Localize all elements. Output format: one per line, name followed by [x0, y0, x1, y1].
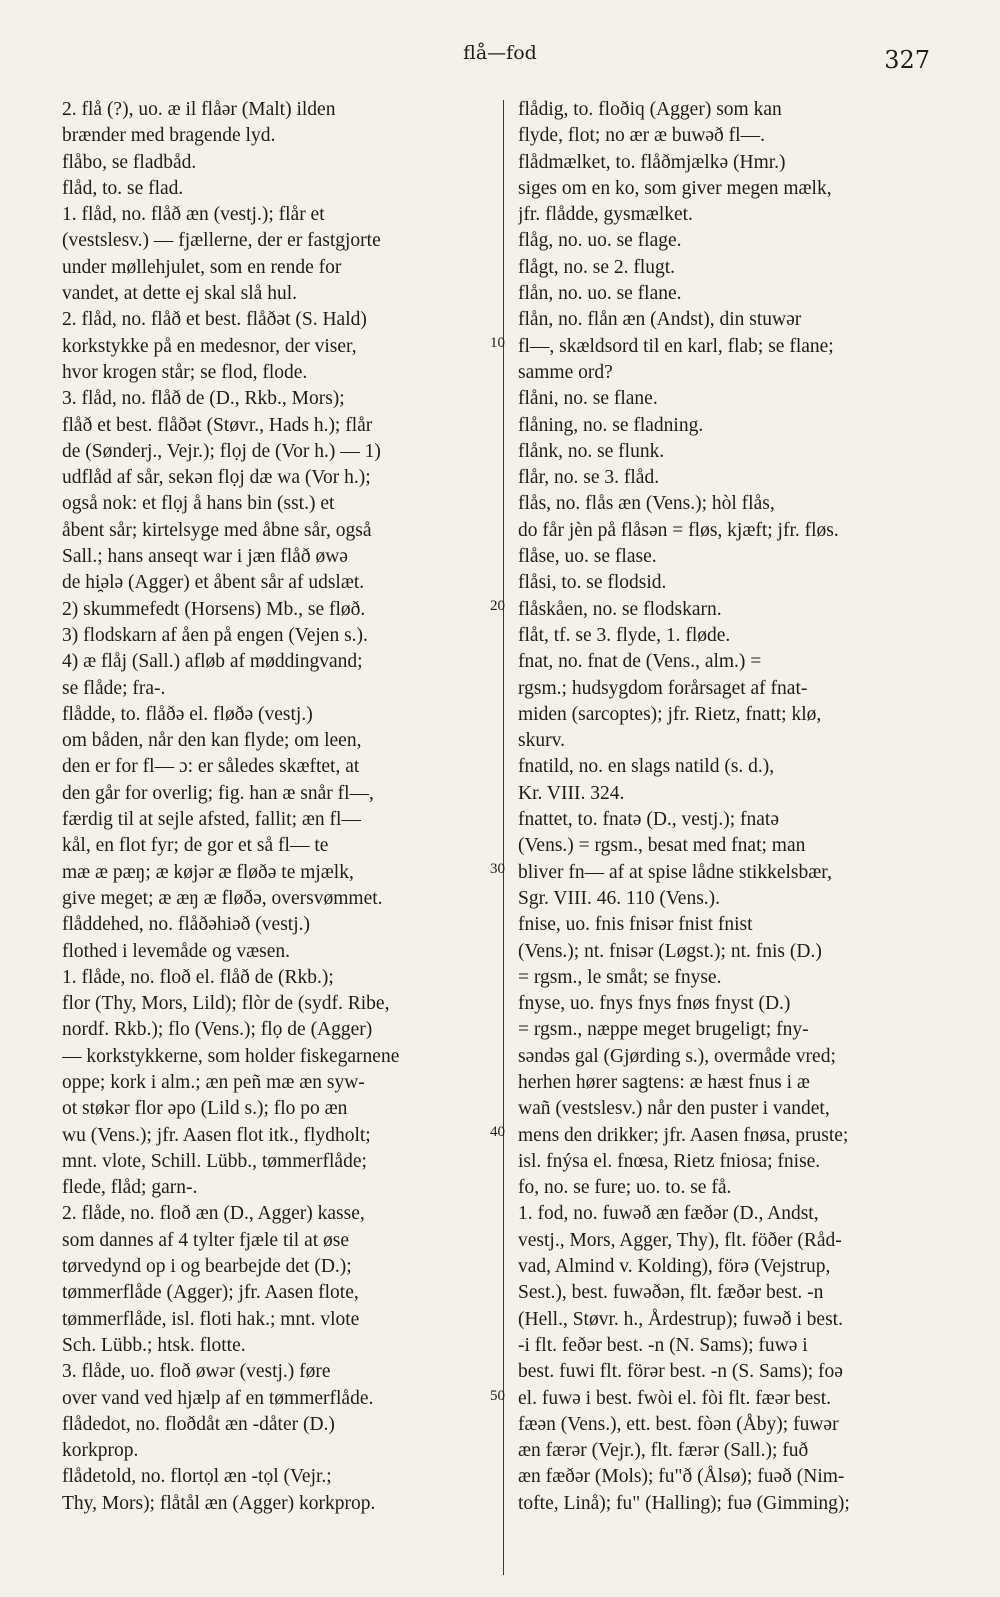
- text-line: Sgr. VIII. 46. 110 (Vens.).: [518, 887, 721, 909]
- text-line: isl. fnýsa el. fnœsa, Rietz fniosa; fnise.: [518, 1150, 821, 1172]
- text-line: flån, no. flån æn (Andst), din stuwər: [518, 309, 802, 331]
- text-line: flyde, flot; no ær æ buwəð fl—.: [518, 125, 765, 147]
- text-line: flothed i levemåde og væsen.: [62, 940, 290, 962]
- text-line: flånk, no. se flunk.: [518, 440, 665, 462]
- text-line: flåd, to. se flad.: [62, 177, 184, 199]
- text-line: Kr. VIII. 324.: [518, 782, 625, 804]
- text-line: flåskåen, no. se flodskarn.: [518, 598, 722, 620]
- text-line: 2. flåd, no. flåð et best. flåðət (S. Hald): [62, 309, 367, 331]
- text-line: over vand ved hjælp af en tømmerflåde.: [62, 1387, 374, 1409]
- text-line: vad, Almind v. Kolding), förə (Vejstrup,: [518, 1256, 831, 1278]
- text-line: flåð et best. flåðət (Støvr., Hads h.); flår: [62, 414, 373, 436]
- text-line: tørvedynd op i og bearbejde det (D.);: [62, 1256, 352, 1278]
- text-line: de hi̯ələ (Agger) et åbent sår af udslæt.: [62, 572, 365, 594]
- text-line: jfr. flådde, gysmælket.: [518, 204, 693, 226]
- text-line: Thy, Mors); flåtål æn (Agger) korkprop.: [62, 1492, 376, 1514]
- text-line: åbent sår; kirtelsyge med åbne sår, også: [62, 519, 372, 541]
- text-line: 3. flåd, no. flåð de (D., Rkb., Mors);: [62, 388, 345, 410]
- text-line: flåt, tf. se 3. flyde, 1. fløde.: [518, 624, 731, 646]
- text-line: rgsm.; hudsygdom forårsaget af fnat-: [518, 677, 808, 699]
- text-line: tømmerflåde (Agger); jfr. Aasen flote,: [62, 1282, 359, 1304]
- left-column: [62, 97, 489, 1517]
- text-line: fo, no. se fure; uo. to. se få.: [518, 1177, 732, 1199]
- text-line: færdig til at sejle afsted, fallit; æn fl—: [62, 809, 361, 831]
- line-number-10: 10: [490, 335, 505, 351]
- text-line: 1. flåde, no. floð el. flåð de (Rkb.);: [62, 966, 334, 988]
- text-line: (vestslesv.) — fjællerne, der er fastgjorte: [62, 230, 381, 252]
- text-line: flådig, to. floðiq (Agger) som kan: [518, 99, 782, 120]
- text-line: 1. fod, no. fuwəð æn fæðər (D., Andst,: [518, 1203, 819, 1225]
- line-number-20: 20: [490, 598, 505, 614]
- text-line: 4) æ flåj (Sall.) afløb af møddingvand;: [62, 651, 363, 673]
- column-divider: [503, 100, 504, 1575]
- text-line: miden (sarcoptes); jfr. Rietz, fnatt; klø,: [518, 703, 822, 725]
- text-line: tofte, Linå); fu" (Halling); fuə (Gimming);: [518, 1492, 850, 1514]
- text-line: tømmerflåde, isl. floti hak.; mnt. vlote: [62, 1308, 360, 1330]
- text-line: — korkstykkerne, som holder fiskegarnene: [62, 1045, 400, 1067]
- text-line: flår, no. se 3. flåd.: [518, 467, 660, 489]
- text-line: samme ord?: [518, 361, 613, 383]
- text-line: flådedot, no. floðdåt æn -dåter (D.): [62, 1413, 335, 1435]
- text-line: Sall.; hans anseqt war i jæn flåð øwə: [62, 546, 348, 568]
- text-line: se flåde; fra-.: [62, 677, 166, 699]
- text-line: mnt. vlote, Schill. Lübb., tømmerflåde;: [62, 1150, 367, 1172]
- page-number: 327: [884, 46, 930, 74]
- text-line: 2) skummefedt (Horsens) Mb., se fløð.: [62, 598, 366, 620]
- text-line: Sch. Lübb.; htsk. flotte.: [62, 1334, 246, 1356]
- text-line: wu (Vens.); jfr. Aasen flot itk., flydholt;: [62, 1124, 371, 1146]
- running-head: flå—fod: [463, 42, 537, 64]
- text-line: æn færər (Vejr.), flt. færər (Sall.); fuð: [518, 1440, 809, 1462]
- text-line: flåddehed, no. flåðəhiəð (vestj.): [62, 914, 310, 936]
- text-line: flåse, uo. se flase.: [518, 546, 657, 568]
- text-line: hvor krogen står; se flod, flode.: [62, 361, 308, 383]
- text-line: fæən (Vens.), ett. best. fòən (Åby); fuwər: [518, 1413, 839, 1435]
- text-line: vandet, at dette ej skal slå hul.: [62, 283, 298, 305]
- text-line: (Vens.); nt. fnisər (Løgst.); nt. fnis (D.): [518, 940, 822, 962]
- text-line: flåg, no. uo. se flage.: [518, 230, 682, 252]
- text-line: nordf. Rkb.); flo (Vens.); flọ de (Agger): [62, 1019, 373, 1041]
- text-line: səndəs gal (Gjørding s.), overmåde vred;: [518, 1045, 836, 1067]
- text-line: wañ (vestslesv.) når den puster i vandet,: [518, 1098, 830, 1120]
- text-line: brænder med bragende lyd.: [62, 125, 276, 147]
- text-line: flåni, no. se flane.: [518, 388, 658, 410]
- text-line: fnyse, uo. fnys fnys fnøs fnyst (D.): [518, 993, 791, 1015]
- text-line: vestj., Mors, Agger, Thy), flt. föðer (Råd-: [518, 1229, 842, 1251]
- text-line: flor (Thy, Mors, Lild); flòr de (sydf. Ribe,: [62, 993, 390, 1015]
- text-line: do får jèn på flåsən = fløs, kjæft; jfr. fløs.: [518, 519, 839, 541]
- text-line: flådetold, no. flortọl æn -tọl (Vejr.;: [62, 1466, 332, 1488]
- text-line: mæ æ pæŋ; æ køjər æ fløðə te mjælk,: [62, 861, 354, 883]
- text-line: som dannes af 4 tylter fjæle til at øse: [62, 1229, 350, 1251]
- text-line: 1. flåd, no. flåð æn (vestj.); flår et: [62, 204, 325, 226]
- text-line: 2. flå (?), uo. æ il flåər (Malt) ilden: [62, 99, 336, 120]
- right-column: [518, 97, 944, 1517]
- text-line: kål, en flot fyr; de gor et så fl— te: [62, 835, 329, 857]
- text-line: om båden, når den kan flyde; om leen,: [62, 730, 362, 752]
- text-line: fnise, uo. fnis fnisər fnist fnist: [518, 914, 753, 936]
- text-line: flåbo, se fladbåd.: [62, 151, 197, 173]
- text-line: 3) flodskarn af åen på engen (Vejen s.).: [62, 624, 368, 646]
- text-line: -i flt. feðər best. -n (N. Sams); fuwə i: [518, 1334, 808, 1356]
- text-line: flågt, no. se 2. flugt.: [518, 256, 676, 278]
- text-line: oppe; kork i alm.; æn peñ mæ æn syw-: [62, 1071, 365, 1093]
- text-line: fnatild, no. en slags natild (s. d.),: [518, 756, 775, 778]
- text-line: skurv.: [518, 730, 565, 752]
- text-line: flåsi, to. se flodsid.: [518, 572, 667, 594]
- text-line: ot støkər flor əpo (Lild s.); flo po æn: [62, 1098, 348, 1120]
- text-line: herhen hører sagtens: æ hæst fnus i æ: [518, 1071, 810, 1093]
- line-number-30: 30: [490, 861, 505, 877]
- text-line: flås, no. flås æn (Vens.); hòl flås,: [518, 493, 775, 515]
- text-line: flåning, no. se fladning.: [518, 414, 704, 436]
- text-line: bliver fn— af at spise lådne stikkelsbær,: [518, 861, 832, 883]
- text-line: flede, flåd; garn-.: [62, 1177, 198, 1199]
- text-line: den er for fl— ɔ: er således skæftet, at: [62, 756, 360, 778]
- text-line: fl—, skældsord til en karl, flab; se flane;: [518, 335, 834, 357]
- text-line: fnattet, to. fnatə (D., vestj.); fnatə: [518, 809, 779, 831]
- text-line: mens den drikker; jfr. Aasen fnøsa, pruste;: [518, 1124, 849, 1146]
- line-number-50: 50: [490, 1388, 505, 1404]
- text-line: Sest.), best. fuwəðən, flt. fæðər best. -n: [518, 1282, 824, 1304]
- text-line: flådmælket, to. flåðmjælkə (Hmr.): [518, 151, 786, 173]
- text-line: siges om en ko, som giver megen mælk,: [518, 177, 832, 199]
- text-line: el. fuwə i best. fwòi el. fòi flt. fæər best.: [518, 1387, 831, 1409]
- text-line: flån, no. uo. se flane.: [518, 283, 682, 305]
- text-line: give meget; æ æŋ æ fløðə, oversvømmet.: [62, 887, 383, 909]
- text-line: flådde, to. flåðə el. fløðə (vestj.): [62, 703, 313, 725]
- text-line: under møllehjulet, som en rende for: [62, 256, 342, 278]
- text-line: best. fuwi flt. förər best. -n (S. Sams); foə: [518, 1361, 843, 1383]
- text-line: 2. flåde, no. floð æn (D., Agger) kasse,: [62, 1203, 365, 1225]
- text-line: = rgsm., le småt; se fnyse.: [518, 966, 722, 988]
- text-line: fnat, no. fnat de (Vens., alm.) =: [518, 651, 762, 673]
- text-line: den går for overlig; fig. han æ snår fl—,: [62, 782, 374, 804]
- text-line: æn fæðər (Mols); fu"ð (Ålsø); fuəð (Nim-: [518, 1466, 845, 1488]
- text-line: (Hell., Støvr. h., Årdestrup); fuwəð i best.: [518, 1308, 843, 1330]
- text-line: udflåd af sår, sekən flọj dæ wa (Vor h.);: [62, 467, 371, 489]
- text-line: de (Sønderj., Vejr.); flọj de (Vor h.) — 1): [62, 440, 381, 462]
- text-line: 3. flåde, uo. floð øwər (vestj.) føre: [62, 1361, 331, 1383]
- line-number-40: 40: [490, 1124, 505, 1140]
- text-line: = rgsm., næppe meget brugeligt; fny-: [518, 1019, 809, 1041]
- text-line: korkprop.: [62, 1440, 139, 1462]
- text-line: (Vens.) = rgsm., besat med fnat; man: [518, 835, 806, 857]
- text-line: også nok: et flọj å hans bin (sst.) et: [62, 493, 335, 515]
- text-line: korkstykke på en medesnor, der viser,: [62, 335, 357, 357]
